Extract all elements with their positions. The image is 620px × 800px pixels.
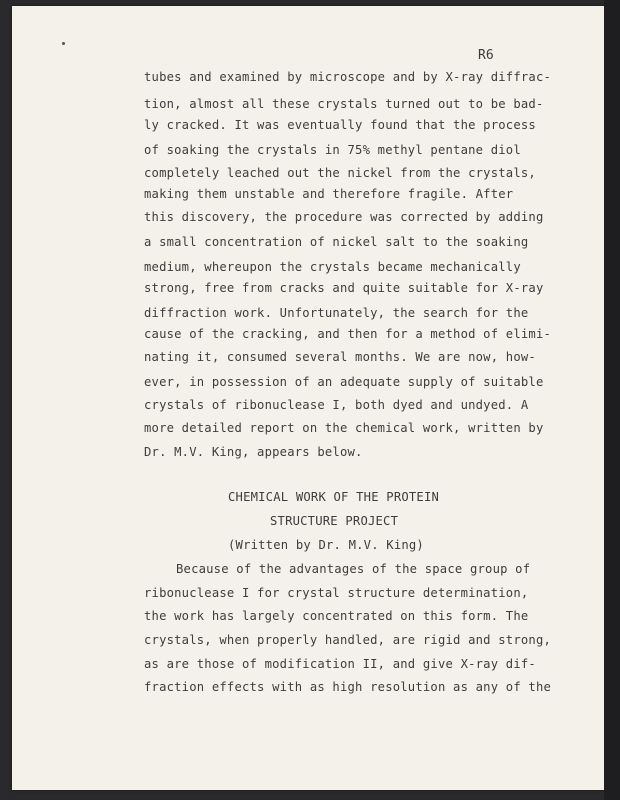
paragraph-line: completely leached out the nickel from the crystals, — [144, 166, 536, 180]
paragraph-line: of soaking the crystals in 75% methyl pentane diol — [144, 143, 521, 157]
paragraph-line: ly cracked. It was eventually found that the process — [144, 118, 536, 132]
paragraph-line: ribonuclease I for crystal structure determination, — [144, 586, 529, 600]
section-heading: CHEMICAL WORK OF THE PROTEIN — [228, 490, 440, 504]
paragraph-line: as are those of modification II, and give X-ray dif- — [144, 657, 536, 671]
paragraph-line: making them unstable and therefore fragile. After — [144, 187, 514, 201]
ink-speck — [62, 42, 65, 45]
paragraph-line: crystals, when properly handled, are rigid and strong, — [144, 633, 552, 647]
section-byline: (Written by Dr. M.V. King) — [228, 538, 424, 552]
background-edge — [604, 0, 620, 800]
paragraph-line: ever, in possession of an adequate supply of suitable — [144, 375, 544, 389]
paragraph-line: crystals of ribonuclease I, both dyed and undyed. A — [144, 398, 529, 412]
paragraph-line: this discovery, the procedure was corrected by adding — [144, 210, 544, 224]
paragraph-line: tion, almost all these crystals turned out to be bad- — [144, 97, 544, 111]
section-heading: STRUCTURE PROJECT — [270, 514, 399, 528]
paragraph-line: fraction effects with as high resolution as any of the — [144, 680, 552, 694]
paragraph-line: Because of the advantages of the space group of — [176, 562, 531, 576]
paragraph-line: cause of the cracking, and then for a method of elimi- — [144, 327, 552, 341]
paragraph-line: nating it, consumed several months. We are now, how- — [144, 350, 536, 364]
paragraph-line: a small concentration of nickel salt to the soaking — [144, 235, 529, 249]
paragraph-line: more detailed report on the chemical work, written by — [144, 421, 544, 435]
paragraph-line: strong, free from cracks and quite suitable for X-ray — [144, 281, 544, 295]
paragraph-line: Dr. M.V. King, appears below. — [144, 445, 363, 459]
paragraph-line: the work has largely concentrated on this form. The — [144, 609, 529, 623]
paragraph-line: medium, whereupon the crystals became mechanically — [144, 260, 521, 274]
paragraph-line: diffraction work. Unfortunately, the search for the — [144, 306, 529, 320]
paragraph-line: tubes and examined by microscope and by X-ray diffrac- — [144, 70, 552, 84]
page-number: R6 — [478, 48, 494, 63]
